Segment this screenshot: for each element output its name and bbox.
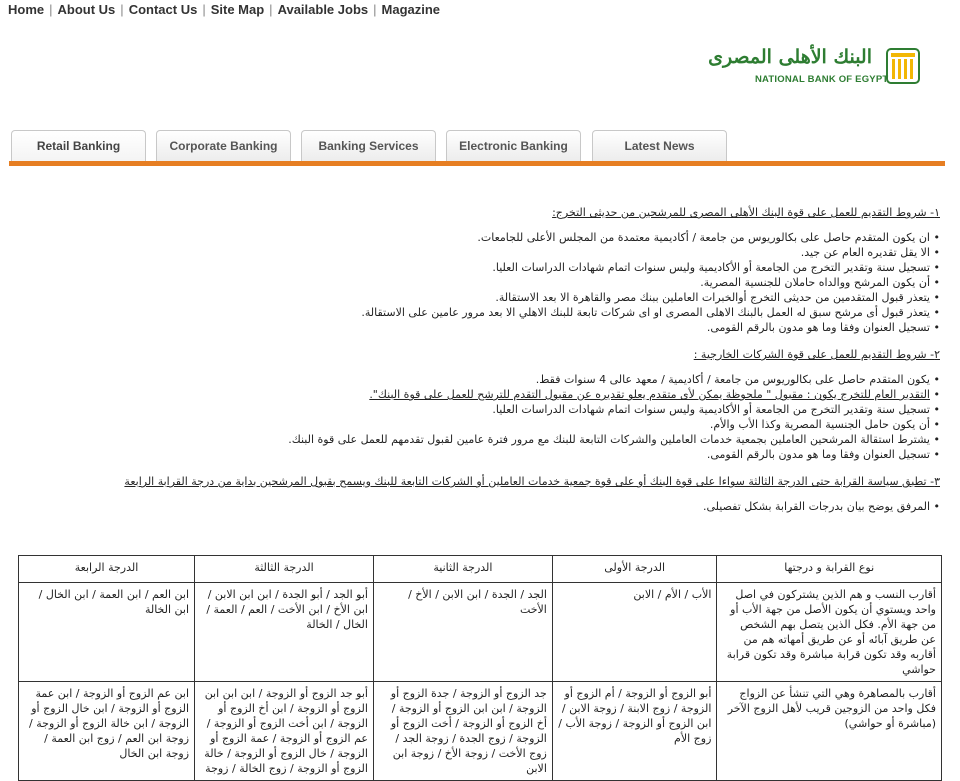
nav-separator: | [269,2,273,17]
nav-contact-us[interactable]: Contact Us [128,2,198,17]
table-header: نوع القرابة و درجتها [717,556,942,583]
tab-corporate-banking[interactable]: Corporate Banking [156,130,291,161]
table-cell: الأب / الأم / الابن [552,583,717,682]
nav-home[interactable]: Home [8,2,45,17]
tab-banking-services[interactable]: Banking Services [301,130,436,161]
bank-logo[interactable] [708,46,922,94]
list-item: • الا يقل تقديره العام عن جيد. [20,245,940,260]
table-cell: جد الزوج أو الزوجة / جدة الزوج أو الزوجة / ابن ابن الزوج أو الزوجة / أخ الزوج أو الزوجة / أخت الزوج أو الزوجة / زوج الجدة / زوجة الجد / زوج الأخت / زوجة الأخ / زوجة ابن الابن [373,682,552,781]
list-item: • المرفق يوضح بيان بدرجات القرابة بشكل تفصيلى. [20,499,940,514]
table-header-row [19,556,942,583]
tabs-underline [9,161,945,166]
table-cell: أقارب بالمصاهرة وهي التي تنشأ عن الزواج فكل واحد من الزوجين قريب لأهل الزوج الآخر (مباشرة أو حواشي) [717,682,942,781]
grade-note: التقدير العام للتخرج يكون : مقبول " ملحوظة يمكن لأى متقدم يعلو تقديره عن مقبول التقدم للترشح للعمل على قوة البنك". [369,388,930,401]
section-1-list [20,230,940,335]
tab-latest-news[interactable]: Latest News [592,130,727,161]
list-item: • ان يكون المتقدم حاصل على بكالوريوس من جامعة / أكاديمية معتمدة من المجلس الأعلى للجامعات. [20,230,940,245]
section-3-heading: ٣- تطبق سياسة القرابة حتى الدرجة الثالثة سواءا على قوة البنك أو على قوة جمعية خدمات العاملين أو الشركات التابعة للبنك ويسمح بقبول المرشحين بداية من درجة القرابة الرابعة [124,475,940,488]
nav-available-jobs[interactable]: Available Jobs [277,2,369,17]
section-2-list [20,372,940,462]
nav-magazine[interactable]: Magazine [381,2,441,17]
section-3-list [20,499,940,514]
logo-name-english: NATIONAL BANK OF EGYPT [755,74,889,85]
table-header: الدرجة الثانية [373,556,552,583]
list-item: • تسجيل سنة وتقدير التخرج من الجامعة أو الأكاديمية وليس سنوات اتمام شهادات الدراسات العليا. [20,260,940,275]
nav-site-map[interactable]: Site Map [210,2,265,17]
tab-retail-banking[interactable]: Retail Banking [11,130,146,161]
nav-separator: | [49,2,53,17]
list-item: • تسجيل سنة وتقدير التخرج من الجامعة أو الأكاديمية وليس سنوات اتمام شهادات الدراسات العليا. [20,402,940,417]
table-cell: أبو جد الزوج أو الزوجة / ابن ابن ابن الزوج أو الزوجة / ابن أخ الزوج أو الزوجة / ابن أخت الزوج أو الزوجة / عم الزوج أو الزوجة / عمة الزوج أو الزوجة / خال الزوج أو الزوجة / خالة الزوج أو الزوجة / زوج الخالة / زوجة [195,682,374,781]
nav-separator: | [120,2,124,17]
tab-electronic-banking[interactable]: Electronic Banking [446,130,581,161]
table-header: الدرجة الأولى [552,556,717,583]
table-cell: ابن العم / ابن العمة / ابن الخال / ابن الخالة [19,583,195,682]
table-cell: أقارب النسب و هم الذين يشتركون في اصل واحد ويستوي أن يكون الأصل من جهة الأب أو من جهة الأم. فكل الذين يتصل بهم الشخص عن طريق آبائه أو عن طريق أمهاته هم من أقاربه وقد تكون قرابة مباشرة وقد تكون قرابة حواشي [717,583,942,682]
nav-about-us[interactable]: About Us [57,2,116,17]
section-1-heading: ١- شروط التقديم للعمل على قوة البنك الأهلى المصرى للمرشحين من حديثى التخرج: [552,206,940,219]
table-cell: أبو الجد / أبو الجدة / ابن ابن الابن / ابن الأخ / ابن الأخت / العم / العمة / الخال / الخالة [195,583,374,682]
logo-name-arabic: البنك الأهلى المصرى [708,46,872,68]
table-cell: أبو الزوج أو الزوجة / أم الزوج أو الزوجة / زوج الابنة / زوجة الابن / ابن الزوج أو الزوجة / زوجة الأب / زوج الأم [552,682,717,781]
table-cell: ابن عم الزوج أو الزوجة / ابن عمة الزوج أو الزوجة / ابن خال الزوج أو الزوجة / ابن خالة الزوج أو الزوجة / زوجة ابن العم / زوج ابن العمة / زوجة ابن الخال [19,682,195,781]
section-2-heading: ٢- شروط التقديم للعمل على قوة الشركات الخارجية : [693,348,940,361]
list-item: • تسجيل العنوان وفقا وما هو مدون بالرقم القومى. [20,447,940,462]
nav-separator: | [373,2,377,17]
table-row [19,682,942,781]
bank-emblem-icon [886,48,920,84]
list-item: • أن يكون المرشح ووالداه حاملان للجنسية المصرية. [20,275,940,290]
list-item: • يشترط استقالة المرشحين العاملين بجمعية خدمات العاملين والشركات التابعة للبنك مع مرور فترة عامين لقبول تقدمهم للعمل على قوة البنك. [20,432,940,447]
list-item: • يتعذر قبول المتقدمين من حديثى التخرج أوالخبرات العاملين ببنك مصر والقاهرة الا بعد الاستقالة. [20,290,940,305]
list-item: • يتعذر قبول أى مرشح سبق له العمل بالبنك الاهلى المصرى او اى شركات تابعة للبنك الاهلي الا بعد مرور عامين على الاستقالة. [20,305,940,320]
list-item: • يكون المتقدم حاصل على بكالوريوس من جامعة / أكاديمية / معهد عالى 4 سنوات فقط. [20,372,940,387]
top-nav [8,2,440,17]
nav-separator: | [202,2,206,17]
table-header: الدرجة الرابعة [19,556,195,583]
kinship-degrees-table [18,555,942,781]
jobs-content [20,205,940,526]
list-item [20,387,940,402]
table-cell: الجد / الجدة / ابن الابن / الأخ / الأخت [373,583,552,682]
table-row [19,583,942,682]
list-item: • تسجيل العنوان وفقا وما هو مدون بالرقم القومى. [20,320,940,335]
table-header: الدرجة الثالثة [195,556,374,583]
main-tabs [9,130,945,166]
list-item: • أن يكون حامل الجنسية المصرية وكذا الأب والأم. [20,417,940,432]
